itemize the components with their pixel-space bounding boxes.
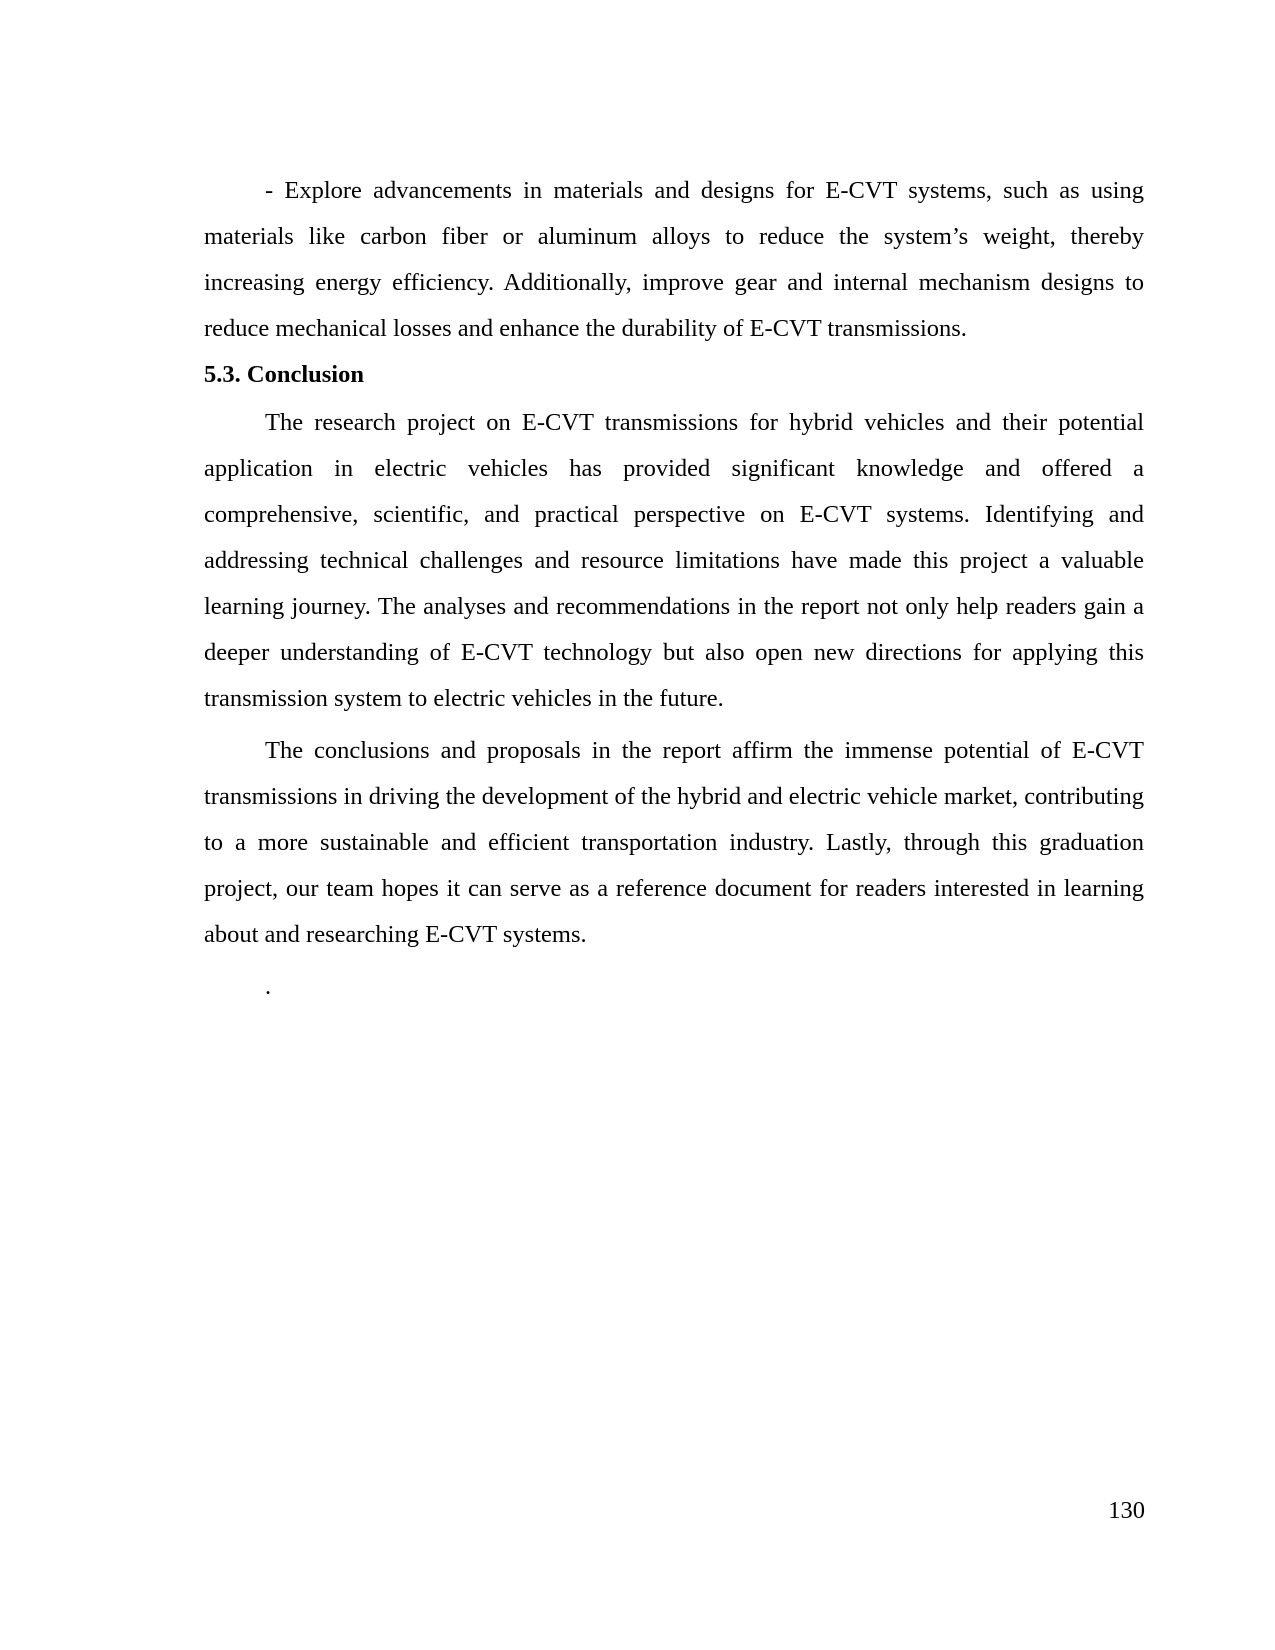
page-content	[204, 168, 1144, 1010]
conclusion-paragraph-1: The research project on E-CVT transmissions for hybrid vehicles and their potential application in electric vehicles has provided significant knowledge and offered a comprehensive, scientific, and practical perspective on E-CVT systems. Identifying and addressing technical challenges and resource limitations have made this project a valuable learning journey. The analyses and recommendations in the report not only help readers gain a deeper understanding of E-CVT technology but also open new directions for applying this transmission system to electric vehicles in the future.	[204, 409, 1144, 712]
page-number: 130	[1108, 1497, 1145, 1524]
recommendation-paragraph: - Explore advancements in materials and designs for E-CVT systems, such as using materials like carbon fiber or aluminum alloys to reduce the system’s weight, thereby increasing energy efficiency. Additionally, improve gear and internal mechanism designs to reduce mechanical losses and enhance the durability of E-CVT transmissions.	[204, 177, 1144, 342]
section-heading: 5.3. Conclusion	[204, 361, 364, 388]
trailing-mark: .	[265, 973, 272, 1000]
conclusion-paragraph-2: The conclusions and proposals in the report affirm the immense potential of E-CVT transmissions in driving the development of the hybrid and electric vehicle market, contributing to a more sustainable and efficient transportation industry. Lastly, through this graduation project, our team hopes it can serve as a reference document for readers interested in learning about and researching E-CVT systems.	[204, 737, 1144, 948]
